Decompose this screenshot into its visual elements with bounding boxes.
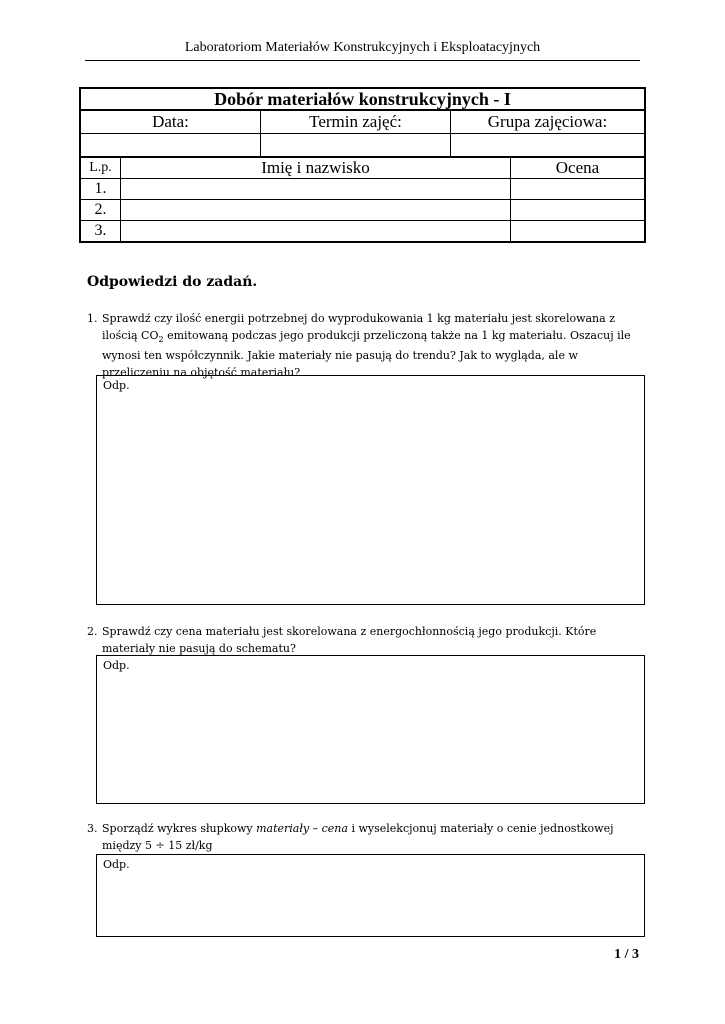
answer-label: Odp. <box>103 379 130 392</box>
header-rule <box>85 60 640 61</box>
grade-cell[interactable] <box>511 221 644 241</box>
answer-box-3[interactable] <box>96 854 645 937</box>
field-date-value[interactable] <box>81 134 261 156</box>
table-title-row <box>81 89 644 111</box>
table-title: Dobór materiałów konstrukcyjnych - I <box>214 88 511 109</box>
row-number: 2. <box>81 200 121 220</box>
row-number: 3. <box>81 221 121 241</box>
field-term-value[interactable] <box>261 134 451 156</box>
question-2 <box>87 624 647 657</box>
table-row <box>81 200 644 221</box>
row-number: 1. <box>81 179 121 199</box>
table-fields-row <box>81 111 644 134</box>
table-row <box>81 179 644 200</box>
page-number: 1 / 3 <box>614 947 639 962</box>
table-header-row <box>81 158 644 179</box>
answer-box-2[interactable] <box>96 655 645 804</box>
answer-label: Odp. <box>103 858 130 871</box>
question-number: 1. <box>87 312 98 325</box>
name-cell[interactable] <box>121 200 511 220</box>
answer-box-1[interactable] <box>96 375 645 605</box>
column-lp-header: L.p. <box>81 158 121 178</box>
answer-label: Odp. <box>103 659 130 672</box>
grade-cell[interactable] <box>511 200 644 220</box>
question-text: Sporządź wykres słupkowy materiały – cena i wyselekcjonuj materiały o cenie jednostkowej między 5 ÷ 15 zł/kg <box>102 822 614 852</box>
info-table <box>79 87 646 243</box>
field-group-label: Grupa zajęciowa: <box>487 112 608 131</box>
question-number: 3. <box>87 822 98 835</box>
question-text: Sprawdź czy cena materiału jest skorelowana z energochłonnością jego produkcji. Które materiały nie pasują do schematu? <box>102 625 597 655</box>
field-date-label: Data: <box>81 111 261 133</box>
field-term-label: Termin zajęć: <box>261 111 451 133</box>
name-cell[interactable] <box>121 179 511 199</box>
column-grade-header: Ocena <box>555 158 600 177</box>
page-header: Laboratoriom Materiałów Konstrukcyjnych i Eksploatacyjnych <box>184 40 541 55</box>
question-1 <box>87 311 647 381</box>
question-text: Sprawdź czy ilość energii potrzebnej do wyprodukowania 1 kg materiału jest skorelowana z ilością $CO_2$ emitowaną podczas jego produkcji przeliczoną także na 1 kg materiału. Oszacuj ile wynosi ten współczynnik. Jakie materiały nie pasują do trendu? Jak to wygląda, ale w przeliczeniu na objętość materiału? <box>102 312 631 379</box>
table-row <box>81 221 644 241</box>
column-name-header: Imię i nazwisko <box>121 158 511 178</box>
field-group-value[interactable] <box>451 134 644 156</box>
name-cell[interactable] <box>121 221 511 241</box>
question-number: 2. <box>87 625 98 638</box>
grade-cell[interactable] <box>511 179 644 199</box>
section-title: Odpowiedzi do zadań. <box>87 274 258 290</box>
question-3 <box>87 821 647 854</box>
table-fields-values-row <box>81 134 644 158</box>
